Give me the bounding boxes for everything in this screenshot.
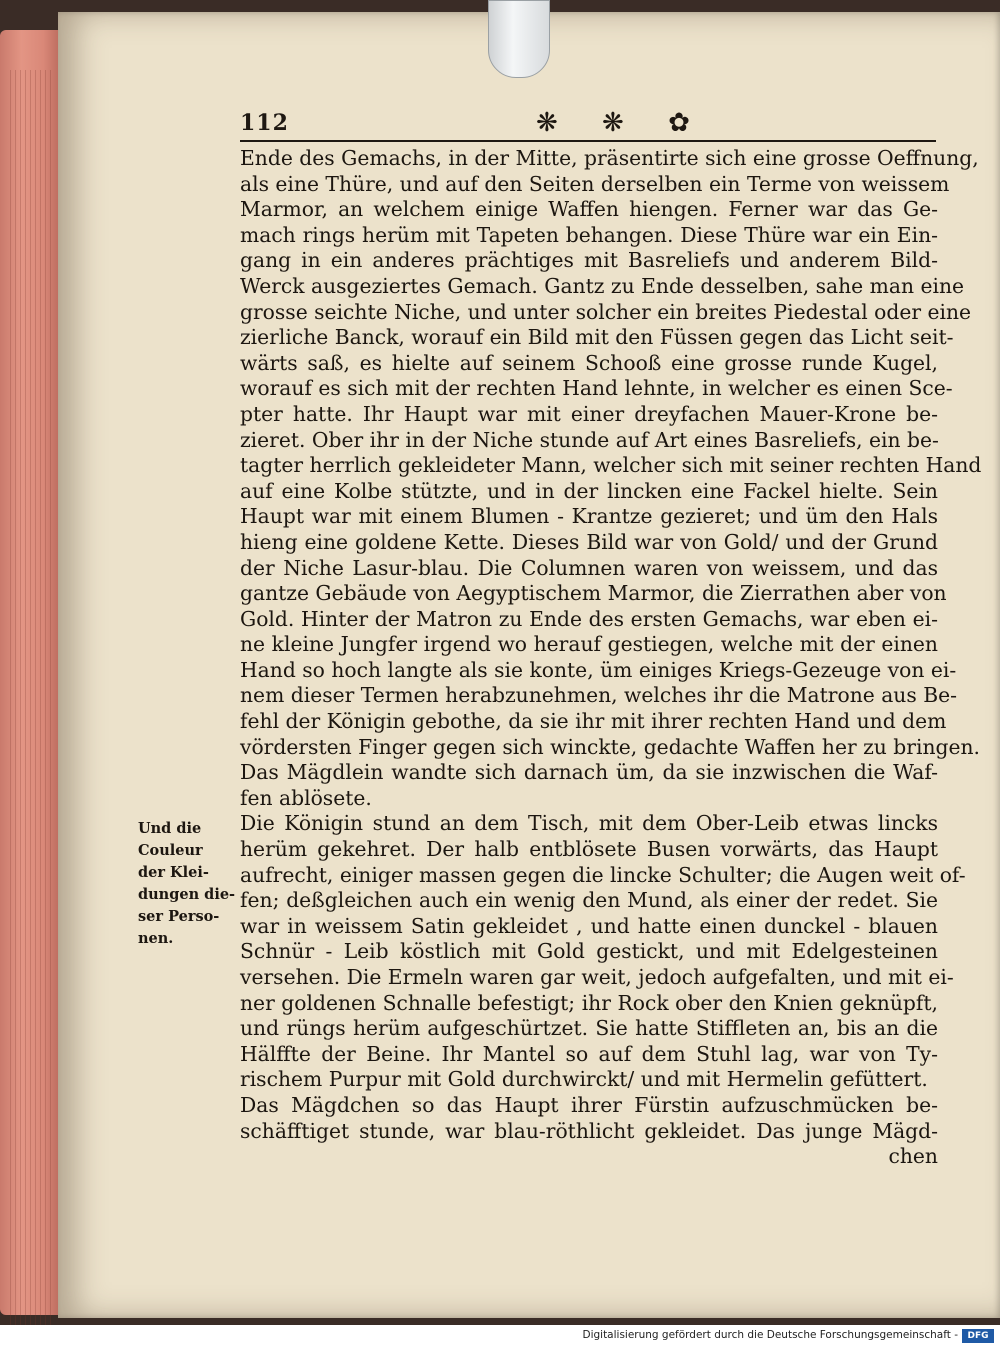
body-line: mach rings herüm mit Tapeten behangen. Diese Thüre war ein Ein- (240, 222, 938, 247)
body-line: der Niche Lasur-blau. Die Columnen waren von weissem, und das (240, 555, 938, 580)
book-clip (488, 0, 550, 78)
body-line: grosse seichte Niche, und unter solcher ein breites Piedestal oder eine (240, 299, 972, 324)
body-line: hieng eine goldene Kette. Dieses Bild war von Gold/ und der Grund (240, 529, 938, 554)
margin-note-line: Couleur (138, 842, 203, 859)
page-edge (0, 30, 62, 1315)
body-line: Die Königin stund an dem Tisch, mit dem Ober-Leib etwas lincks (240, 811, 938, 836)
body-line: zieret. Ober ihr in der Niche stunde auf Art eines Basreliefs, ein be- (240, 427, 939, 452)
body-line: fen; deßgleichen auch ein wenig den Mund, als einer der redet. Sie (240, 888, 938, 913)
header-ornaments: ❋ ❋ ✿ (536, 108, 708, 138)
body-line: Das Mägdlein wandte sich darnach üm, da sie inzwischen die Waf- (240, 760, 938, 785)
body-line: gang in ein anderes prächtiges mit Basreliefs und anderem Bild- (240, 248, 938, 273)
body-line: als eine Thüre, und auf den Seiten derselben ein Terme von weissem (240, 171, 950, 196)
page-number: 112 (240, 110, 289, 136)
body-line: chen (888, 1144, 938, 1169)
margin-note-line: Und die (138, 820, 202, 837)
body-line: versehen. Die Ermeln waren gar weit, jedoch aufgefalten, und mit ei- (240, 965, 954, 989)
page-header (240, 110, 936, 140)
body-line: fehl der Königin gebothe, da sie ihr mit ihrer rechten Hand und dem (240, 709, 947, 734)
body-line: aufrecht, einiger massen gegen die lincke Schulter; die Augen weit of- (240, 862, 966, 887)
body-line: wärts saß, es hielte auf seinem Schooß eine grosse runde Kugel, (240, 350, 938, 375)
body-line: Gold. Hinter der Matron zu Ende des ersten Gemachs, war eben ei- (240, 606, 938, 631)
margin-note-line: der Klei- (138, 864, 209, 881)
body-text (240, 146, 982, 1170)
header-rule (240, 140, 936, 142)
dfg-logo: DFG (962, 1329, 994, 1343)
body-line: Haupt war mit einem Blumen - Krantze gezieret; und üm den Hals (240, 504, 938, 529)
body-line: Schnür - Leib köstlich mit Gold gestickt, und mit Edelgesteinen (240, 939, 938, 964)
body-line: fen ablösete. (240, 785, 372, 810)
body-line: nem dieser Termen herabzunehmen, welches ihr die Matrone aus Be- (240, 683, 957, 708)
body-line: und rüngs herüm aufgeschürtzet. Sie hatte Stiffleten an, bis an die (240, 1016, 938, 1041)
footer-credit: Digitalisierung gefördert durch die Deutsche Forschungsgemeinschaft - (582, 1329, 958, 1341)
body-line: herüm gekehret. Der halb entblösete Busen vorwärts, das Haupt (240, 837, 938, 862)
page-edge-lines (10, 70, 54, 1330)
body-line: Marmor, an welchem einige Waffen hiengen. Ferner war das Ge- (240, 197, 938, 222)
body-line: pter hatte. Ihr Haupt war mit einer dreyfachen Mauer-Krone be- (240, 401, 938, 426)
body-line: zierliche Banck, worauf ein Bild mit den Füssen gegen das Licht seit- (240, 325, 954, 350)
body-line: worauf es sich mit der rechten Hand lehnte, in welcher es einen Sce- (240, 376, 953, 401)
margin-note-line: dungen die- (138, 886, 236, 903)
body-line: rischem Purpur mit Gold durchwirckt/ und mit Hermelin gefüttert. (240, 1067, 928, 1092)
margin-note (138, 818, 236, 950)
body-line: auf eine Kolbe stützte, und in der lincken eine Fackel hielte. Sein (240, 478, 938, 503)
body-line: Hand so hoch langte als sie konte, üm einiges Kriegs-Gezeuge von ei- (240, 657, 957, 682)
body-line: schäfftiget stunde, war blau-röthlicht gekleidet. Das junge Mägd- (240, 1118, 938, 1143)
body-line: Ende des Gemachs, in der Mitte, präsentirte sich eine grosse Oeffnung, (240, 146, 979, 170)
margin-note-line: ser Perso- (138, 908, 220, 925)
footer-bar (0, 1325, 1000, 1347)
body-line: tagter herrlich gekleideter Mann, welcher sich mit seiner rechten Hand (240, 453, 982, 478)
body-line: ner goldenen Schnalle befestigt; ihr Rock ober den Knien geknüpft, (240, 990, 938, 1015)
body-line: Werck ausgeziertes Gemach. Gantz zu Ende desselben, sahe man eine (240, 273, 965, 298)
margin-note-line: nen. (138, 930, 174, 947)
body-line: vördersten Finger gegen sich winckte, gedachte Waffen her zu bringen. (240, 734, 980, 759)
body-line: gantze Gebäude von Aegyptischem Marmor, die Zierrathen aber von (240, 581, 947, 606)
body-line: Das Mägdchen so das Haupt ihrer Fürstin aufzuschmücken be- (240, 1092, 938, 1117)
body-line: war in weissem Satin gekleidet , und hatte einen dunckel - blauen (240, 913, 938, 938)
body-line: ne kleine Jungfer irgend wo herauf gestiegen, welche mit der einen (240, 632, 938, 657)
body-line: Hälffte der Beine. Ihr Mantel so auf dem Stuhl lag, war von Ty- (240, 1041, 938, 1066)
